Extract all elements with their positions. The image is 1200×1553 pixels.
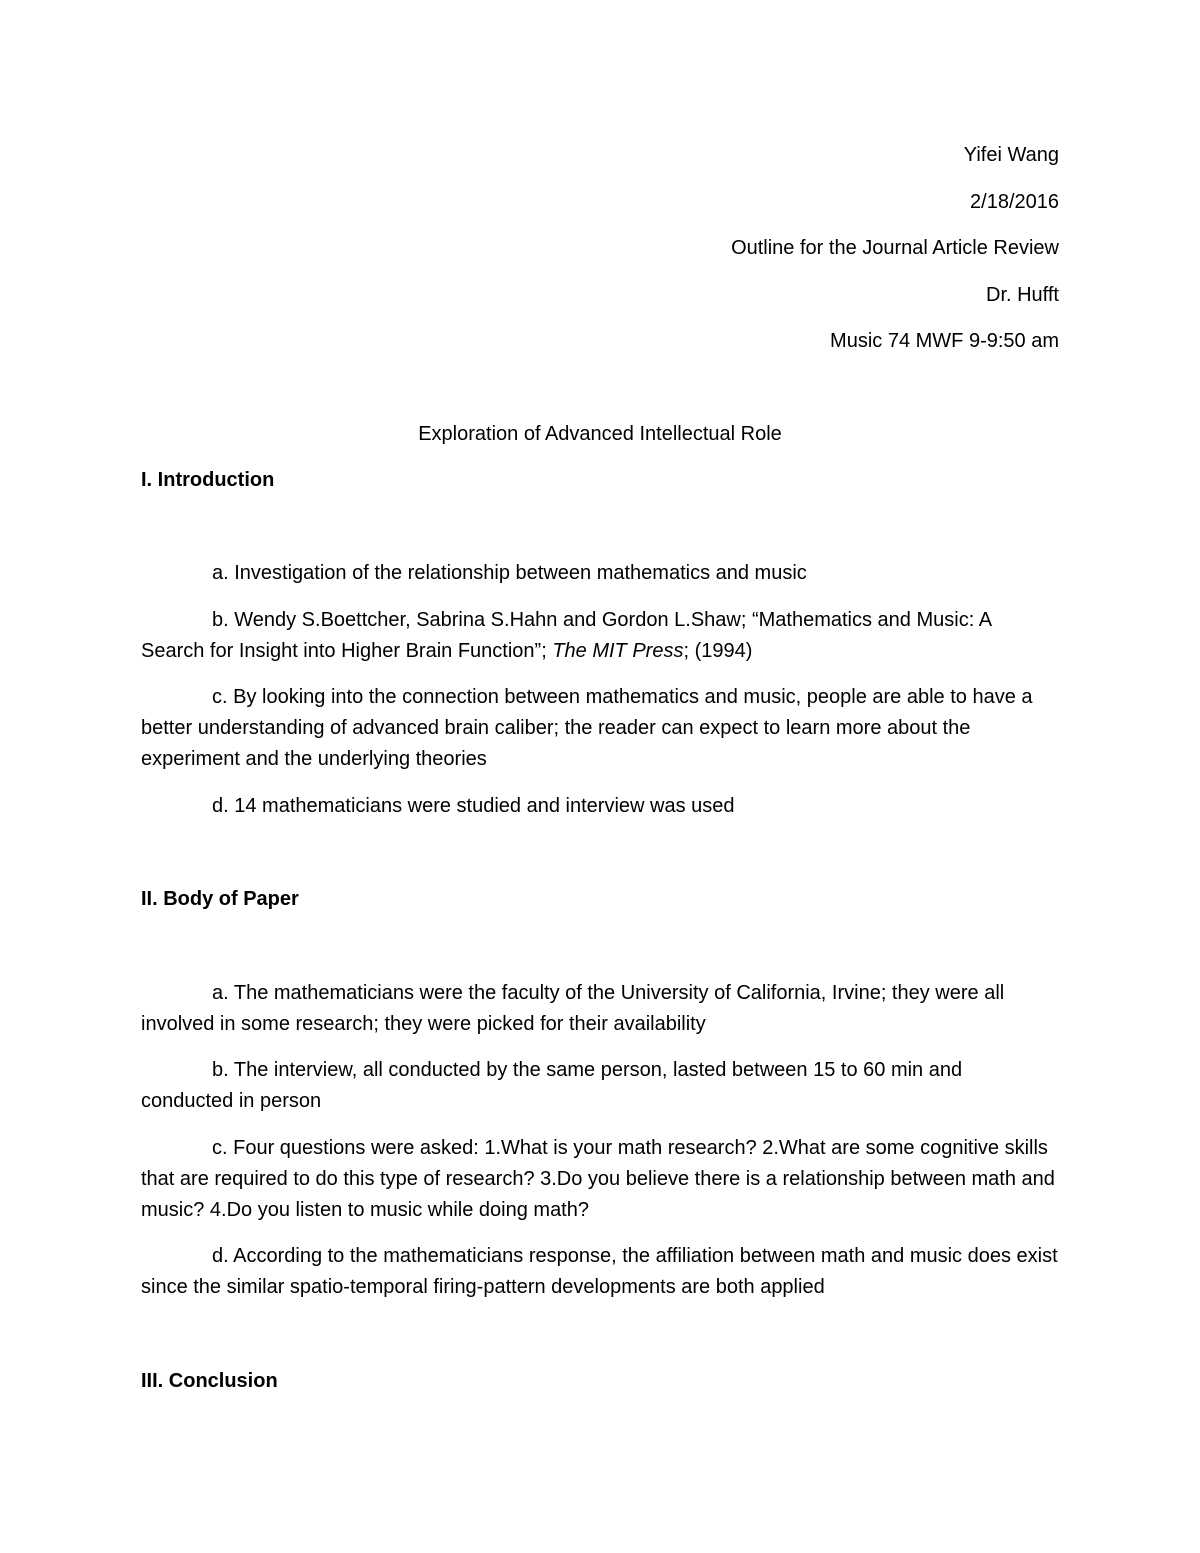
list-item: a. Investigation of the relationship between mathematics and music [212, 562, 807, 584]
instructor-name: Dr. Hufft [986, 284, 1059, 306]
course-info: Music 74 MWF 9-9:50 am [830, 330, 1059, 352]
section-heading-introduction: I. Introduction [141, 469, 275, 491]
page-title: Exploration of Advanced Intellectual Role [418, 423, 782, 445]
list-item: d. 14 mathematicians were studied and interview was used [212, 795, 735, 817]
date: 2/18/2016 [970, 191, 1059, 213]
author-name: Yifei Wang [963, 144, 1059, 166]
assignment-title: Outline for the Journal Article Review [731, 237, 1059, 259]
citation-text: b. Wendy S.Boettcher, Sabrina S.Hahn and Gordon L.Shaw; “Mathematics and Music: A Search for Insight into Higher Brain Function”; [141, 609, 991, 662]
list-item: c. Four questions were asked: 1.What is your math research? 2.What are some cognitive skills that are required to do this type of research? 3.Do you believe there is a relationship between math and music? 4.Do you listen to music while doing math? [141, 1137, 1055, 1221]
list-item: b. The interview, all conducted by the same person, lasted between 15 to 60 min and conducted in person [141, 1059, 963, 1112]
section-heading-conclusion: III. Conclusion [141, 1370, 278, 1392]
list-item: d. According to the mathematicians response, the affiliation between math and music does exist since the similar spatio-temporal firing-pattern developments are both applied [141, 1245, 1058, 1298]
list-item: c. By looking into the connection between mathematics and music, people are able to have a better understanding of advanced brain caliber; the reader can expect to learn more about the experiment and the underlying theories [141, 686, 1033, 770]
list-item-citation [141, 605, 1059, 667]
citation-publisher: The MIT Press [552, 640, 684, 662]
citation-year: ; (1994) [683, 640, 753, 662]
list-item: a. The mathematicians were the faculty of the University of California, Irvine; they were all involved in some research; they were picked for their availability [141, 982, 1005, 1035]
section-heading-body: II. Body of Paper [141, 888, 299, 910]
